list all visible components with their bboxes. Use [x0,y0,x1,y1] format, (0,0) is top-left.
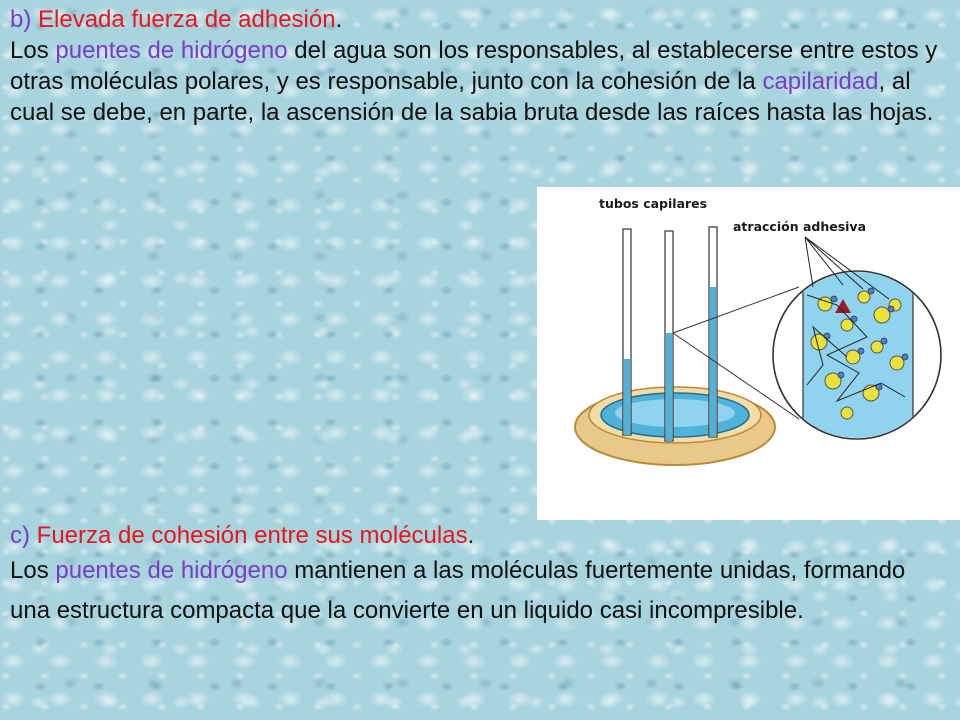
section-c-title: Fuerza de cohesión entre sus moléculas [36,522,468,549]
section-b-title: Elevada fuerza de adhesión [38,6,336,33]
term-capillarity: capilaridad [762,68,879,95]
capillary-tube-right [709,227,717,437]
section-b-period: . [335,6,343,33]
section-c-period: . [467,522,475,549]
section-c-text-1: Los [10,557,56,584]
capillary-tube-left [623,229,631,435]
section-b-text-1: Los [10,37,56,64]
section-c [10,520,946,631]
section-b-letter: b) [10,6,32,33]
capillarity-figure [537,187,960,520]
section-c-heading [10,520,946,551]
label-adhesive-attraction: atracción adhesiva [733,219,867,234]
water-bowl [575,387,775,465]
capillary-diagram [537,187,960,520]
term-hydrogen-bonds-2: puentes de hidrógeno [55,557,288,584]
section-b-text-3: , al cual se debe, en parte, la ascensión de la sabia bruta desde las raíces hasta las hojas. [10,68,934,126]
section-c-text-2: mantienen a las moléculas fuertemente unidas, formando una estructura compacta que la convierte en un liquido casi incompresible. [10,557,906,624]
section-b-heading [10,4,946,35]
magnified-view [773,271,941,439]
label-capillary-tubes: tubos capilares [599,196,708,211]
section-b-text-2: del agua son los responsables, al establecerse entre estos y otras moléculas polares, y es responsable, junto con la cohesión de la [10,37,938,95]
term-hydrogen-bonds: puentes de hidrógeno [55,37,288,64]
section-b [10,4,946,128]
section-c-paragraph [10,551,946,631]
section-b-paragraph [10,35,946,128]
capillary-tube-middle [665,231,673,441]
section-c-letter: c) [10,522,30,549]
